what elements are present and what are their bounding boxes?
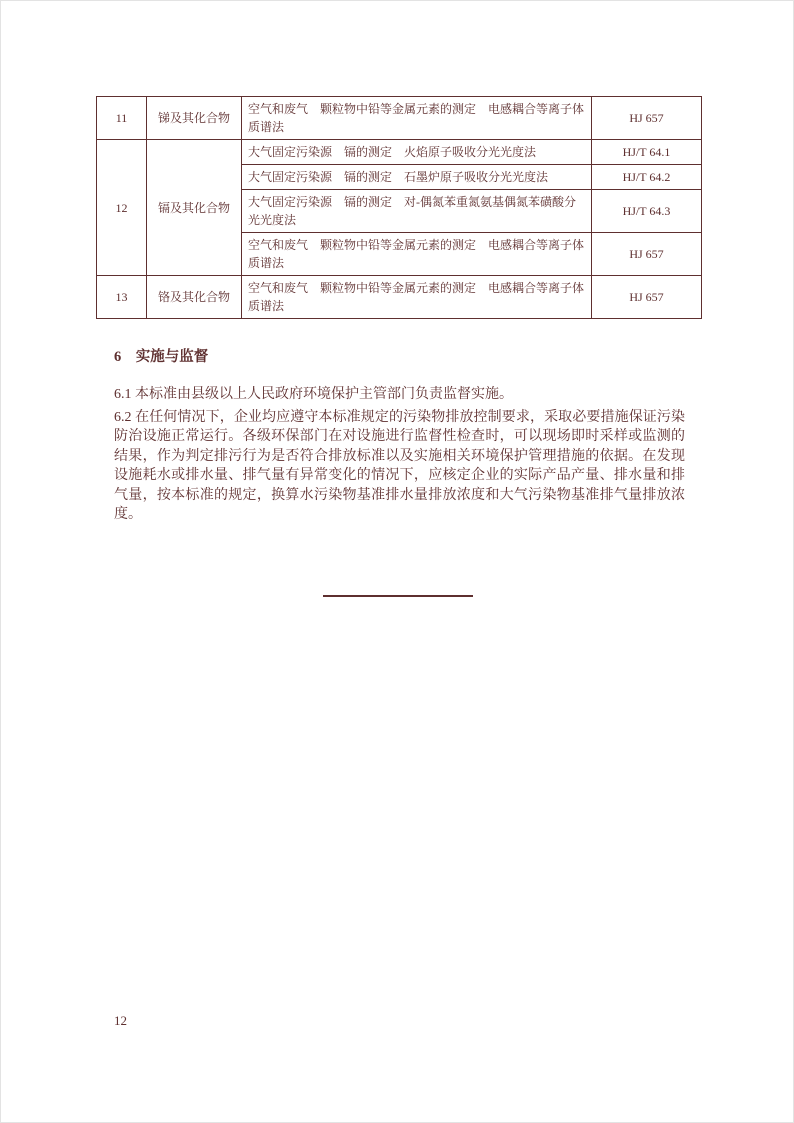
table-cell-number: 12 — [97, 140, 147, 276]
table-cell-standard: HJ/T 64.2 — [592, 165, 702, 190]
monitoring-methods-table — [96, 96, 702, 319]
table-cell-pollutant: 锑及其化合物 — [147, 97, 242, 140]
paragraph-6-1: 6.1 本标准由县级以上人民政府环境保护主管部门负责监督实施。 — [114, 387, 513, 402]
paragraph-6-2: 6.2 在任何情况下，企业均应遵守本标准规定的污染物排放控制要求，采取必要措施保证污染防治设施正常运行。各级环保部门在对设施进行监督性检查时，可以现场即时采样或监测的结果，作为判定排污行为是否符合排放标准以及实施相关环境保护管理措施的依据。在发现设施耗水或排水量、排气量有异常变化的情况下，应核定企业的实际产品产量、排水量和排气量，按本标准的规定，换算水污染物基准排水量排放浓度和大气污染物基准排气量排放浓度。 — [114, 409, 685, 522]
table-cell-method: 大气固定污染源 镉的测定 火焰原子吸收分光光度法 — [242, 140, 592, 165]
page-number: 12 — [114, 1013, 127, 1028]
table-row — [97, 276, 702, 319]
table-cell-number: 13 — [97, 276, 147, 319]
table-cell-method: 空气和废气 颗粒物中铅等金属元素的测定 电感耦合等离子体质谱法 — [242, 276, 592, 319]
table-cell-standard: HJ 657 — [592, 97, 702, 140]
table-cell-standard: HJ/T 64.1 — [592, 140, 702, 165]
table-cell-pollutant: 镉及其化合物 — [147, 140, 242, 276]
document-end-divider — [323, 595, 473, 597]
table-cell-standard: HJ/T 64.3 — [592, 190, 702, 233]
table-row — [97, 97, 702, 140]
table-row — [97, 140, 702, 165]
table-cell-standard: HJ 657 — [592, 233, 702, 276]
table-cell-method: 空气和废气 颗粒物中铅等金属元素的测定 电感耦合等离子体质谱法 — [242, 233, 592, 276]
table-cell-pollutant: 铬及其化合物 — [147, 276, 242, 319]
section-heading: 6 实施与监督 — [114, 349, 209, 365]
table-cell-method: 大气固定污染源 镉的测定 对-偶氮苯重氮氨基偶氮苯磺酸分光光度法 — [242, 190, 592, 233]
table-cell-method: 大气固定污染源 镉的测定 石墨炉原子吸收分光光度法 — [242, 165, 592, 190]
table-cell-standard: HJ 657 — [592, 276, 702, 319]
table-cell-number: 11 — [97, 97, 147, 140]
table-cell-method: 空气和废气 颗粒物中铅等金属元素的测定 电感耦合等离子体质谱法 — [242, 97, 592, 140]
